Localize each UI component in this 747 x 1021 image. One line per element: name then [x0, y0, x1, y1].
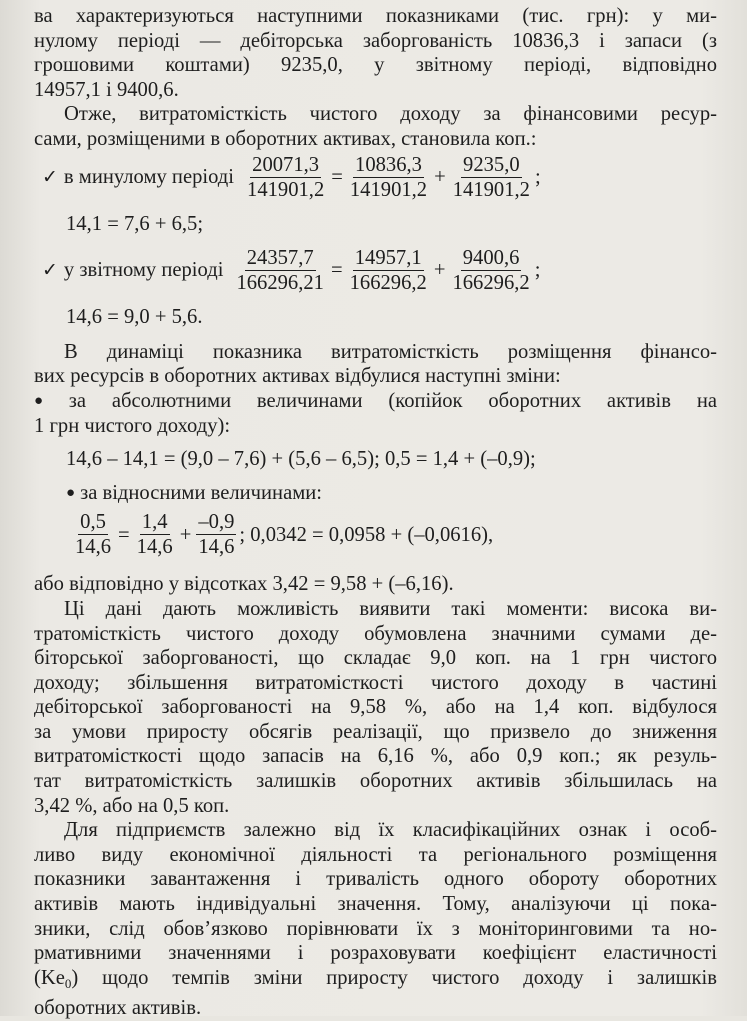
- result-current: 14,6 = 9,0 + 5,6.: [66, 306, 203, 329]
- denominator: 141901,2: [349, 178, 428, 201]
- paragraph-intro: [34, 4, 717, 102]
- numerator: 24357,7: [246, 247, 314, 270]
- paragraph-conclusions: [34, 597, 717, 818]
- plus-sign: +: [434, 165, 446, 188]
- text-line: В динаміці показника витратомісткість розміщення фінансо-: [64, 340, 717, 363]
- text-line: тат витратомісткість залишків оборотних активів збільшилась на: [34, 770, 717, 793]
- numerator: 9400,6: [462, 247, 520, 270]
- formula-end: ;: [534, 259, 541, 282]
- denominator: 141901,2: [247, 178, 325, 201]
- fraction: [135, 511, 175, 558]
- text-line: сами, розміщеними в оборотних активах, становила коп.:: [34, 127, 537, 150]
- numerator: 14957,1: [354, 247, 422, 270]
- numerator: 1,4: [141, 511, 168, 534]
- text-line: Отже, витратомісткість чистого доходу за фінансовими ресур-: [64, 103, 717, 126]
- fraction: [196, 511, 236, 558]
- result-previous: 14,1 = 7,6 + 6,5;: [66, 212, 204, 235]
- formula-tail: ; 0,0342 = 0,0958 + (–0,0616),: [239, 523, 494, 546]
- denominator: 14,6: [198, 536, 235, 559]
- fraction: [348, 154, 429, 201]
- text-line: 1 грн чистого доходу):: [34, 414, 231, 437]
- formula-end: ;: [534, 165, 541, 188]
- numerator: –0,9: [198, 511, 235, 534]
- numerator: 0,5: [80, 511, 106, 534]
- formula-label: в минулому періоді: [63, 165, 235, 188]
- percent-line: або відповідно у відсотках 3,42 = 9,58 + (–6,16).: [34, 573, 454, 596]
- text-line: біторської заборгованості, що складає 9,0 коп. на 1 грн чистого: [34, 647, 717, 670]
- bullet-icon: ●: [66, 484, 76, 501]
- text-line: нулому періоді — дебіторська заборгованість 10836,3 і запаси (з: [34, 29, 717, 52]
- text-fragment: щодо темпів зміни приросту чистого доходу і залишків: [102, 966, 717, 989]
- bullet-text: за відносними величинами:: [80, 481, 322, 504]
- text-line: витратомісткості щодо запасів на 6,16 %, або 0,9 коп.; як резуль-: [34, 745, 717, 768]
- formula-previous-period: [42, 154, 717, 201]
- numerator: 9235,0: [463, 153, 520, 176]
- text-line: дебіторської заборгованості на 9,58 %, або на 1,4 коп. відбулося: [34, 696, 717, 719]
- fraction: [234, 247, 326, 294]
- text-line: тратомісткість чистого доходу обумовлена значними сумами де-: [34, 622, 717, 645]
- text-line: оборотних активів.: [34, 997, 202, 1020]
- plus-sign: +: [179, 523, 192, 546]
- numerator: 10836,3: [355, 153, 422, 176]
- bullet-absolute: [34, 389, 717, 438]
- text-line: за умови приросту обсягів реалізації, що призвело до зниження: [34, 720, 717, 743]
- fraction: [450, 247, 531, 294]
- text-line: грошовими коштами) 9235,0, у звітному періоді, відповідно: [34, 54, 717, 77]
- denominator: 141901,2: [452, 178, 530, 201]
- fraction: [451, 154, 532, 201]
- bullet-text: за абсолютними величинами (копійок оборотних активів на: [68, 389, 717, 412]
- check-icon: ✓: [42, 259, 58, 282]
- paragraph-consumption: [34, 102, 717, 151]
- fraction: [73, 511, 113, 558]
- denominator: 166296,2: [452, 272, 530, 295]
- equation-absolute: 14,6 – 14,1 = (9,0 – 7,6) + (5,6 – 6,5); 0,5 = 1,4 + (–0,9);: [66, 448, 536, 471]
- paragraph-dynamics: [34, 340, 717, 389]
- fraction: [348, 247, 429, 294]
- text-line: 14957,1 і 9400,6.: [34, 78, 179, 101]
- coefficient-symbol: $(Ke_0)$: [34, 966, 79, 991]
- numerator: 20071,3: [252, 153, 320, 176]
- formula-label: у звітному періоді: [63, 259, 224, 282]
- text-line: 3,42 %, або на 0,5 коп.: [34, 794, 230, 817]
- text-line: Для підприємств залежно від їх класифікаційних ознак і особ-: [64, 819, 717, 842]
- denominator: 14,6: [136, 536, 173, 559]
- bullet-relative: [66, 481, 717, 506]
- equals-sign: =: [330, 259, 343, 282]
- denominator: 166296,21: [236, 272, 324, 295]
- text-line: Ці дані дають можливість виявити такі моменти: висока ви-: [64, 597, 717, 620]
- text-line: активів мають індивідуальні значення. Тому, аналізуючи ці пока-: [34, 893, 717, 916]
- text-line: доходу; збільшення витратомісткості чистого доходу в частині: [34, 671, 717, 694]
- denominator: 166296,2: [349, 272, 427, 295]
- text-line: ва характеризуються наступними показниками (тис. грн): у ми-: [34, 5, 717, 27]
- text-line: показники завантаження і тривалість одного обороту оборотних: [34, 868, 717, 891]
- text-line: [34, 389, 717, 414]
- bullet-icon: ●: [34, 392, 64, 409]
- plus-sign: +: [433, 259, 446, 282]
- paragraph-enterprises: [34, 818, 717, 1021]
- text-line: вих ресурсів в оборотних активах відбулися наступні зміни:: [34, 365, 561, 388]
- check-icon: ✓: [42, 165, 58, 188]
- text-line: [34, 966, 717, 997]
- equals-sign: =: [118, 523, 130, 546]
- text-line: рмативними значеннями і розраховувати коефіцієнт еластичності: [34, 942, 717, 965]
- equals-sign: =: [331, 165, 343, 188]
- fraction: [245, 154, 326, 201]
- text-line: ливо виду економічної діяльності та регіонального розміщення: [34, 843, 717, 866]
- formula-relative: [70, 511, 717, 558]
- formula-current-period: [42, 247, 717, 294]
- text-line: зники, слід обов’язково порівнювати їх з моніторинговими та но-: [34, 917, 717, 940]
- denominator: 14,6: [75, 536, 112, 559]
